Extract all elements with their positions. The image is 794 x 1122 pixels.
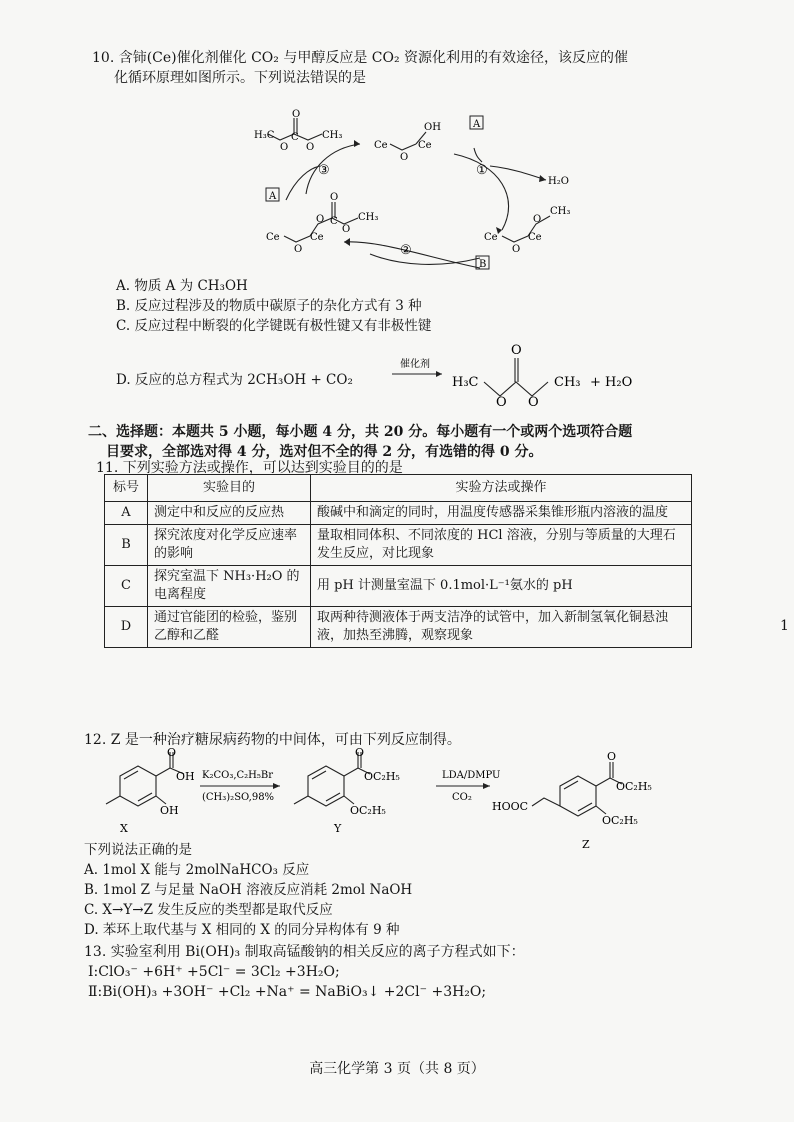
question-12-options xyxy=(84,840,412,940)
o-label: O xyxy=(511,343,522,358)
compound-z-label: Z xyxy=(582,838,590,851)
o-label: O xyxy=(355,748,365,759)
box-a-label: A xyxy=(269,191,277,202)
compound-y-label: Y xyxy=(334,822,342,835)
ce-label: Ce xyxy=(266,232,280,243)
catalytic-cycle-diagram xyxy=(240,108,600,276)
o-label: O xyxy=(316,214,325,225)
table-row xyxy=(105,607,692,648)
header-label: 标号 xyxy=(105,475,148,502)
o-label: O xyxy=(294,244,303,255)
header-goal: 实验目的 xyxy=(148,475,311,502)
o-label: O xyxy=(496,395,507,410)
row-method: 用 pH 计测量室温下 0.1mol·L⁻¹氨水的 pH xyxy=(311,566,692,607)
row-label: D xyxy=(105,607,148,648)
section-2-line2: 目要求，全部选对得 4 分，选对但不全的得 2 分，有选错的得 0 分。 xyxy=(106,444,543,460)
option-c: C. X→Y→Z 发生反应的类型都是取代反应 xyxy=(84,902,333,918)
box-b-label: B xyxy=(479,259,487,270)
ce-label: Ce xyxy=(484,232,498,243)
equation-1: Ⅰ:ClO₃⁻ +6H⁺ +5Cl⁻ = 3Cl₂ +3H₂O; xyxy=(88,964,340,980)
question-13 xyxy=(84,942,525,1002)
o-label: O xyxy=(292,109,301,120)
o-label: O xyxy=(528,395,539,410)
oc2h5-label: OC₂H₅ xyxy=(350,804,386,817)
question-13-text: 实验室利用 Bi(OH)₃ 制取高锰酸钠的相关反应的离子方程式如下： xyxy=(110,944,525,960)
h3c-label: H₃C xyxy=(452,375,479,390)
catalyst-label: 催化剂 xyxy=(400,359,430,370)
hooc-label: HOOC xyxy=(492,800,529,813)
row-goal: 通过官能团的检验，鉴别乙醇和乙醛 xyxy=(148,607,311,648)
question-10-line1: 含铈(Ce)催化剂催化 CO₂ 与甲醇反应是 CO₂ 资源化利用的有效途径，该反应的催 xyxy=(118,50,629,66)
oh-label: OH xyxy=(176,770,195,783)
side-mark: 1 xyxy=(780,618,789,634)
equation-2: Ⅱ:Bi(OH)₃ +3OH⁻ +Cl₂ +Na⁺ = NaBiO₃↓ +2Cl⁻ +3H₂O; xyxy=(88,984,487,1000)
reaction-scheme xyxy=(80,748,700,854)
o-label: O xyxy=(342,224,351,235)
table-row xyxy=(105,566,692,607)
section-2-line1: 二、选择题：本题共 5 小题，每小题 4 分，共 20 分。每小题有一个或两个选项符合题 xyxy=(88,424,633,440)
question-10-line2: 化循环原理如图所示。下列说法错误的是 xyxy=(114,70,366,86)
ce-label: Ce xyxy=(374,140,388,151)
table-row xyxy=(105,502,692,525)
oh-label: OH xyxy=(424,122,441,133)
header-method: 实验方法或操作 xyxy=(311,475,692,502)
ce-label: Ce xyxy=(310,232,324,243)
compound-x-label: X xyxy=(120,822,128,835)
reagent-1-top: K₂CO₃,C₂H₅Br xyxy=(202,770,274,781)
oc2h5-label: OC₂H₅ xyxy=(364,770,400,783)
o-label: O xyxy=(306,142,315,153)
experiment-table xyxy=(104,474,692,648)
page-footer: 高三化学第 3 页（共 8 页） xyxy=(309,1061,485,1077)
row-method: 量取相同体积、不同浓度的 HCl 溶液，分别与等质量的大理石发生反应，对比现象 xyxy=(311,525,692,566)
o-label: O xyxy=(167,748,177,759)
question-12-prompt: 下列说法正确的是 xyxy=(84,842,192,858)
question-number: 12. xyxy=(84,732,107,748)
o-label: O xyxy=(512,244,521,255)
question-10-options xyxy=(116,276,431,336)
row-label: A xyxy=(105,502,148,525)
ch3-label: CH₃ xyxy=(554,375,581,390)
row-label: C xyxy=(105,566,148,607)
option-d-prefix: D. 反应的总方程式为 2CH₃OH + CO₂ xyxy=(116,372,353,388)
row-method: 酸碱中和滴定的同时，用温度传感器采集锥形瓶内溶液的温度 xyxy=(311,502,692,525)
table-row xyxy=(105,525,692,566)
step-3-label: ③ xyxy=(318,163,330,178)
option-a: A. 物质 A 为 CH₃OH xyxy=(116,278,248,294)
o-label: O xyxy=(280,142,289,153)
reagent-2-top: LDA/DMPU xyxy=(442,770,501,781)
water-label: H₂O xyxy=(548,176,569,187)
question-number: 10. xyxy=(92,50,115,66)
step-2-label: ② xyxy=(400,243,412,258)
o-label: O xyxy=(330,192,339,203)
oc2h5-label: OC₂H₅ xyxy=(602,814,638,827)
table-header-row xyxy=(105,475,692,502)
o-label: O xyxy=(533,214,542,225)
option-d-suffix: + H₂O xyxy=(590,375,633,390)
o-label: O xyxy=(607,750,617,763)
question-number: 13. xyxy=(84,944,107,960)
reagent-1-bottom: (CH₃)₂SO,98% xyxy=(202,792,275,803)
c-label: C xyxy=(330,216,338,227)
ch3-label: CH₃ xyxy=(550,206,571,217)
row-goal: 探究浓度对化学反应速率的影响 xyxy=(148,525,311,566)
question-11-text: 下列实验方法或操作，可以达到实验目的的是 xyxy=(122,460,403,476)
option-d xyxy=(116,370,353,390)
oh-label: OH xyxy=(160,804,179,817)
ch3-label: CH₃ xyxy=(358,212,379,223)
ce-label: Ce xyxy=(528,232,542,243)
option-d: D. 苯环上取代基与 X 相同的 X 的同分异构体有 9 种 xyxy=(84,922,400,938)
section-2-header xyxy=(88,422,768,462)
h3c-label: H₃C xyxy=(254,130,275,141)
option-b: B. 1mol Z 与足量 NaOH 溶液反应消耗 2mol NaOH xyxy=(84,882,413,898)
question-12-text: Z 是一种治疗糖尿病药物的中间体，可由下列反应制得。 xyxy=(110,732,461,748)
oc2h5-label: OC₂H₅ xyxy=(616,780,652,793)
ce-label: Ce xyxy=(418,140,432,151)
row-goal: 探究室温下 NH₃·H₂O 的电离程度 xyxy=(148,566,311,607)
question-10-stem xyxy=(92,48,772,88)
reagent-2-bottom: CO₂ xyxy=(452,792,472,803)
ch3-label: CH₃ xyxy=(322,130,343,141)
o-label: O xyxy=(400,152,409,163)
row-label: B xyxy=(105,525,148,566)
option-a: A. 1mol X 能与 2molNaHCO₃ 反应 xyxy=(84,862,310,878)
step-1-label: ① xyxy=(476,163,488,178)
c-label: C xyxy=(291,132,299,143)
row-method: 取两种待测液体于两支洁净的试管中，加入新制氢氧化铜悬浊液，加热至沸腾，观察现象 xyxy=(311,607,692,648)
box-a-label: A xyxy=(473,119,481,130)
option-b: B. 反应过程涉及的物质中碳原子的杂化方式有 3 种 xyxy=(116,298,422,314)
row-goal: 测定中和反应的反应热 xyxy=(148,502,311,525)
option-c: C. 反应过程中断裂的化学键既有极性键又有非极性键 xyxy=(116,318,432,334)
question-12-stem xyxy=(84,730,461,750)
option-d-equation xyxy=(390,342,660,412)
question-number: 11. xyxy=(96,460,119,476)
